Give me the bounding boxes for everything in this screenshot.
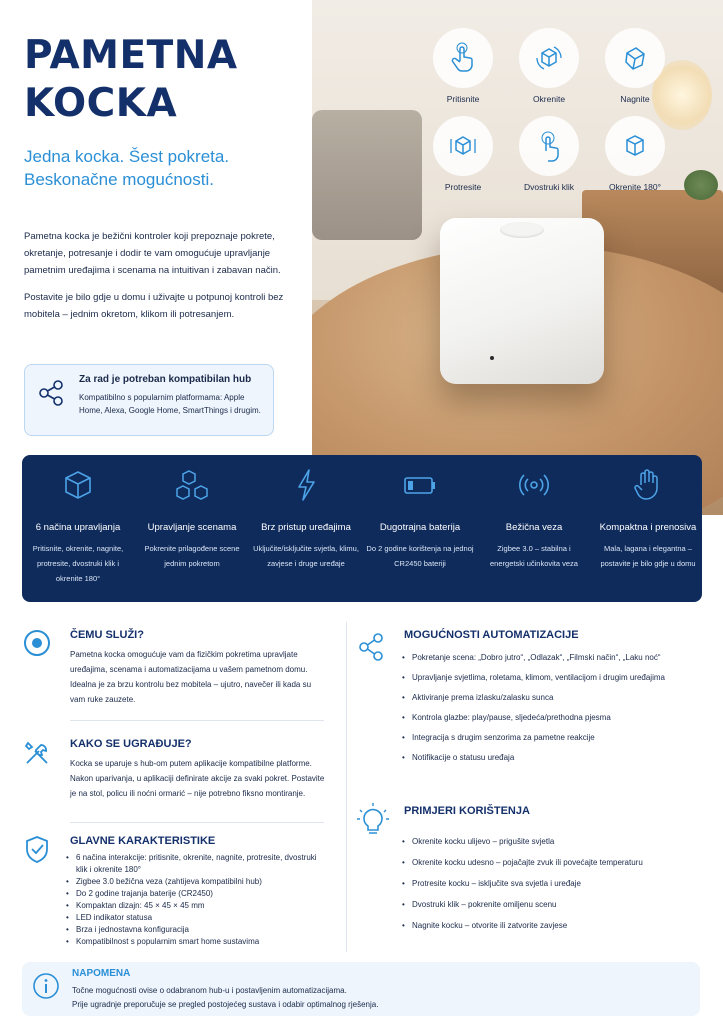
gesture-label: Okrenite [532,94,566,104]
automation-list [402,652,702,763]
gesture-double-click [504,116,594,192]
specs-list [66,852,328,948]
specs-title: GLAVNE KARAKTERISTIKE [70,835,216,847]
section-divider [70,822,324,823]
intro-paragraph-2: Postavite je bilo gdje u domu i uživajte u potpunoj kontroli bez mobitela – jednim okretom, klikom ili potresanjem. [24,292,284,320]
list-item: • LED indikator statusa [66,912,328,924]
column-divider [346,622,347,952]
info-icon [32,972,60,1000]
feature-title: Brz pristup uređajima [261,522,351,533]
list-item: • Pokretanje scena: „Dobro jutro“, „Odlazak“, „Filmski način“, „Laku noć“ [402,652,702,663]
cubes-icon [174,467,210,503]
install-title: KAKO SE UGRAĐUJE? [70,738,192,750]
list-item: • Brza i jednostavna konfiguracija [66,924,328,936]
intro-paragraph-1: Pametna kocka je bežični kontroler koji prepoznaje pokrete, okretanje, potresanje i dodir te vam omogućuje upravljanje pametnim uređajima i scenama na intuitivan i zabavan način. [24,231,281,276]
page-subtitle [24,145,284,191]
tools-icon [22,738,52,768]
list-item: • Nagnite kocku – otvorite ili zatvorite zavjese [402,920,702,931]
feature-title: Bežična veza [505,522,563,533]
gesture-press [418,28,508,104]
subtitle-line-1: Jedna kocka. Šest pokreta. [24,147,230,166]
target-icon [22,628,52,658]
list-item: • Okrenite kocku ulijevo – prigušite svjetla [402,836,702,847]
feature-band [22,455,702,602]
subtitle-line-2: Beskonačne mogućnosti. [24,170,214,189]
rotate-icon [532,41,566,75]
gesture-label: Nagnite [620,94,650,104]
feature-title: Kompaktna i prenosiva [599,522,697,533]
list-item: • Kompatibilnost s popularnim smart home sustavima [66,936,328,948]
list-item: • Do 2 godine trajanja baterije (CR2450) [66,888,328,900]
smart-cube-image [440,218,604,384]
share-icon [37,379,65,407]
list-item: • Kontrola glazbe: play/pause, sljedeća/prethodna pjesma [402,712,702,723]
feature-text: Zigbee 3.0 – stabilna i energetski učinkovita veza [490,544,578,568]
note-box [22,962,700,1016]
gesture-label: Dvostruki klik [523,182,575,192]
tilt-icon [618,41,652,75]
install-text: Kocka se uparuje s hub-om putem aplikacije kompatibilne platforme. Nakon uparivanja, u aplikaciji definirate akcije za svaki pokret. Postavite je na stol, policu ili noćni ormarić – nije potrebno fiksno montiranje. [70,759,325,798]
list-item: • Zigbee 3.0 bežična veza (zahtijeva kompatibilni hub) [66,876,328,888]
share-icon [356,632,386,662]
hub-requirement-box [24,364,274,436]
title-line-2: KOCKA [24,81,178,126]
feature-text: Mala, lagana i elegantna – postavite je bilo gdje u domu [600,544,696,568]
purpose-text: Pametna kocka omogućuje vam da fizičkim pokretima upravljate uređajima, scenama i automatizacijama u vašem pametnom domu. Idealna je za brzu kontrolu bez mobitela – ujutro, navečer ili kada su vam ruke zauzete. [70,650,312,704]
note-title: NAPOMENA [72,968,131,979]
feature-text: Uključite/isključite svjetla, klimu, zavjese i druge uređaje [253,544,359,568]
gesture-label: Okrenite 180° [608,182,662,192]
feature-quick-access [252,467,360,571]
feature-text: Pokrenite prilagođene scene jednim pokretom [144,544,240,568]
list-item: • 6 načina interakcije: pritisnite, okrenite, nagnite, protresite, dvostruki klik i okrenite 180° [66,852,328,876]
gesture-label: Protresite [444,182,482,192]
feature-text: Do 2 godine korištenja na jednoj CR2450 bateriji [366,544,474,568]
cube-led [490,356,494,360]
gesture-flip [590,116,680,192]
title-line-1: PAMETNA [24,33,238,78]
list-item: • Okrenite kocku udesno – pojačajte zvuk ili povećajte temperaturu [402,857,702,868]
feature-portable [594,467,702,571]
cube-icon [60,467,96,503]
gesture-shake [418,116,508,192]
hub-title: Za rad je potreban kompatibilan hub [79,374,252,385]
note-line-1: Točne mogućnosti ovise o odabranom hub-u i postavljenim automatizacijama. [72,986,347,995]
feature-text: Pritisnite, okrenite, nagnite, protresite, dvostruki klik i okrenite 180° [32,544,124,583]
purpose-title: ČEMU SLUŽI? [70,629,144,641]
gesture-label: Pritisnite [446,94,480,104]
photo-sofa [312,110,422,240]
double-click-icon [532,129,566,163]
gesture-rotate [504,28,594,104]
battery-icon [402,467,438,503]
list-item: • Notifikacije o statusu uređaja [402,752,702,763]
list-item: • Aktiviranje prema izlasku/zalasku sunca [402,692,702,703]
feature-wireless [480,467,588,571]
feature-title: 6 načina upravljanja [35,522,121,533]
lightning-icon [288,467,324,503]
feature-battery [366,467,474,571]
press-icon [446,41,480,75]
list-item: • Upravljanje svjetlima, roletama, klimom, ventilacijom i drugim uređajima [402,672,702,683]
automation-title: MOGUĆNOSTI AUTOMATIZACIJE [404,629,579,641]
list-item: • Protresite kocku – isključite sva svjetla i uređaje [402,878,702,889]
lightbulb-icon [356,802,390,838]
list-item: • Dvostruki klik – pokrenite omiljenu scenu [402,899,702,910]
feature-control-modes [24,467,132,586]
note-line-2: Prije ugradnje preporučuje se pregled postojećeg sustava i odabir optimalnog rješenja. [72,1000,379,1009]
hero-section [0,0,723,455]
hub-text: Kompatibilno s popularnim platformama: Apple Home, Alexa, Google Home, SmartThings i drugim. [79,393,261,415]
feature-scenes [138,467,246,571]
list-item: • Kompaktan dizajn: 45 × 45 × 45 mm [66,900,328,912]
intro-text [24,228,294,323]
examples-title: PRIMJERI KORIŠTENJA [404,805,530,817]
examples-list [402,836,702,931]
list-item: • Integracija s drugim senzorima za pametne reakcije [402,732,702,743]
shield-check-icon [22,834,52,864]
page-title [24,32,284,128]
feature-title: Upravljanje scenama [147,522,237,533]
gesture-tilt [590,28,680,104]
gesture-grid [418,28,718,198]
feature-title: Dugotrajna baterija [379,522,461,533]
hand-icon [630,467,666,503]
shake-icon [446,129,480,163]
cube-top-button [500,222,544,238]
wireless-icon [516,467,552,503]
note-text [72,984,378,1012]
section-divider [70,720,324,721]
flip-icon [618,129,652,163]
